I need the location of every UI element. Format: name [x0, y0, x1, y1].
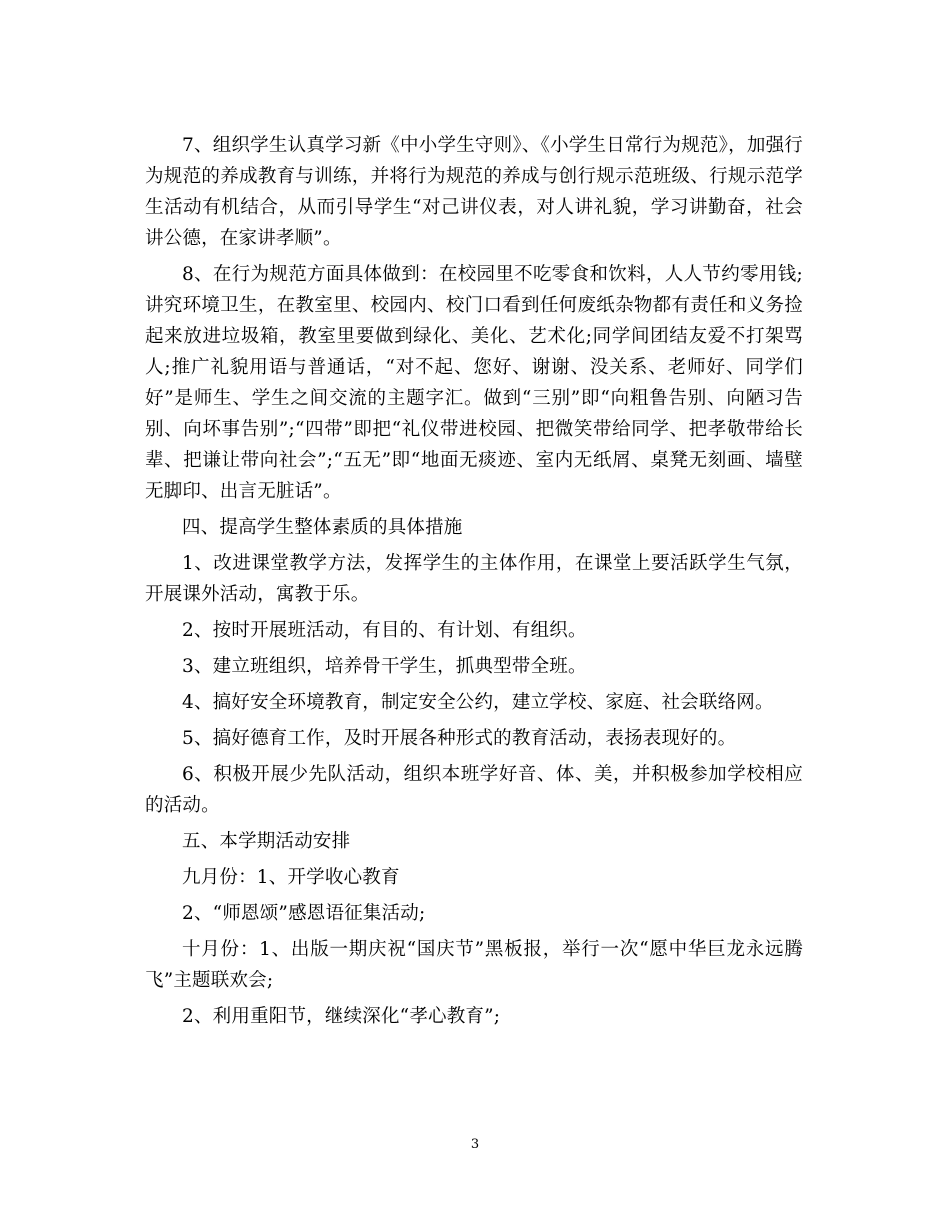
september-item-2: 2、“师恩颂”感恩语征集活动;	[182, 903, 426, 924]
measure-6: 6、积极开展少先队活动，组织本班学好音、体、美，并积极参加学校相应的活动。	[145, 764, 803, 816]
document-body	[145, 130, 803, 1032]
measure-3: 3、建立班组织，培养骨干学生，抓典型带全班。	[182, 656, 587, 677]
paragraph-7: 7、组织学生认真学习新《中小学生守则》、《小学生日常行为规范》，加强行为规范的养成教育与训练，并将行为规范的养成与创行规示范班级、行规示范学生活动有机结合，从而引导学生“对己讲仪表，对人讲礼貌，学习讲勤奋，社会讲公德，在家讲孝顺”。	[145, 135, 803, 249]
measure-1: 1、改进课堂教学方法，发挥学生的主体作用，在课堂上要活跃学生气氛，开展课外活动，寓教于乐。	[145, 553, 803, 605]
paragraph-8: 8、在行为规范方面具体做到：在校园里不吃零食和饮料，人人节约零用钱;讲究环境卫生，在教室里、校园内、校门口看到任何废纸杂物都有责任和义务捡起来放进垃圾箱，教室里要做到绿化、美化、艺术化;同学间团结友爱不打架骂人;推广礼貌用语与普通话，“对不起、您好、谢谢、没关系、老师好、同学们好”是师生、学生之间交流的主题字汇。做到“三别”即“向粗鲁告别、向陋习告别、向坏事告别”;“四带”即把“礼仪带进校园、把微笑带给同学、把孝敬带给长辈、把谦让带向社会”;“五无”即“地面无痰迹、室内无纸屑、桌凳无刻画、墙壁无脚印、出言无脏话”。	[145, 264, 803, 502]
september-item-1: 九月份：1、开学收心教育	[182, 867, 400, 888]
section-heading-5: 五、本学期活动安排	[182, 831, 351, 852]
page-number: 3	[470, 1137, 480, 1152]
october-item-1: 十月份：1、出版一期庆祝“国庆节”黑板报，举行一次“愿中华巨龙永远腾飞”主题联欢会;	[145, 939, 803, 991]
measure-4: 4、搞好安全环境教育，制定安全公约，建立学校、家庭、社会联络网。	[182, 692, 774, 713]
measure-5: 5、搞好德育工作，及时开展各种形式的教育活动，表扬表现好的。	[182, 728, 737, 749]
october-item-2: 2、利用重阳节，继续深化“孝心教育”;	[182, 1006, 501, 1027]
section-heading-4: 四、提高学生整体素质的具体措施	[182, 517, 463, 538]
measure-2: 2、按时开展班活动，有目的、有计划、有组织。	[182, 620, 587, 641]
